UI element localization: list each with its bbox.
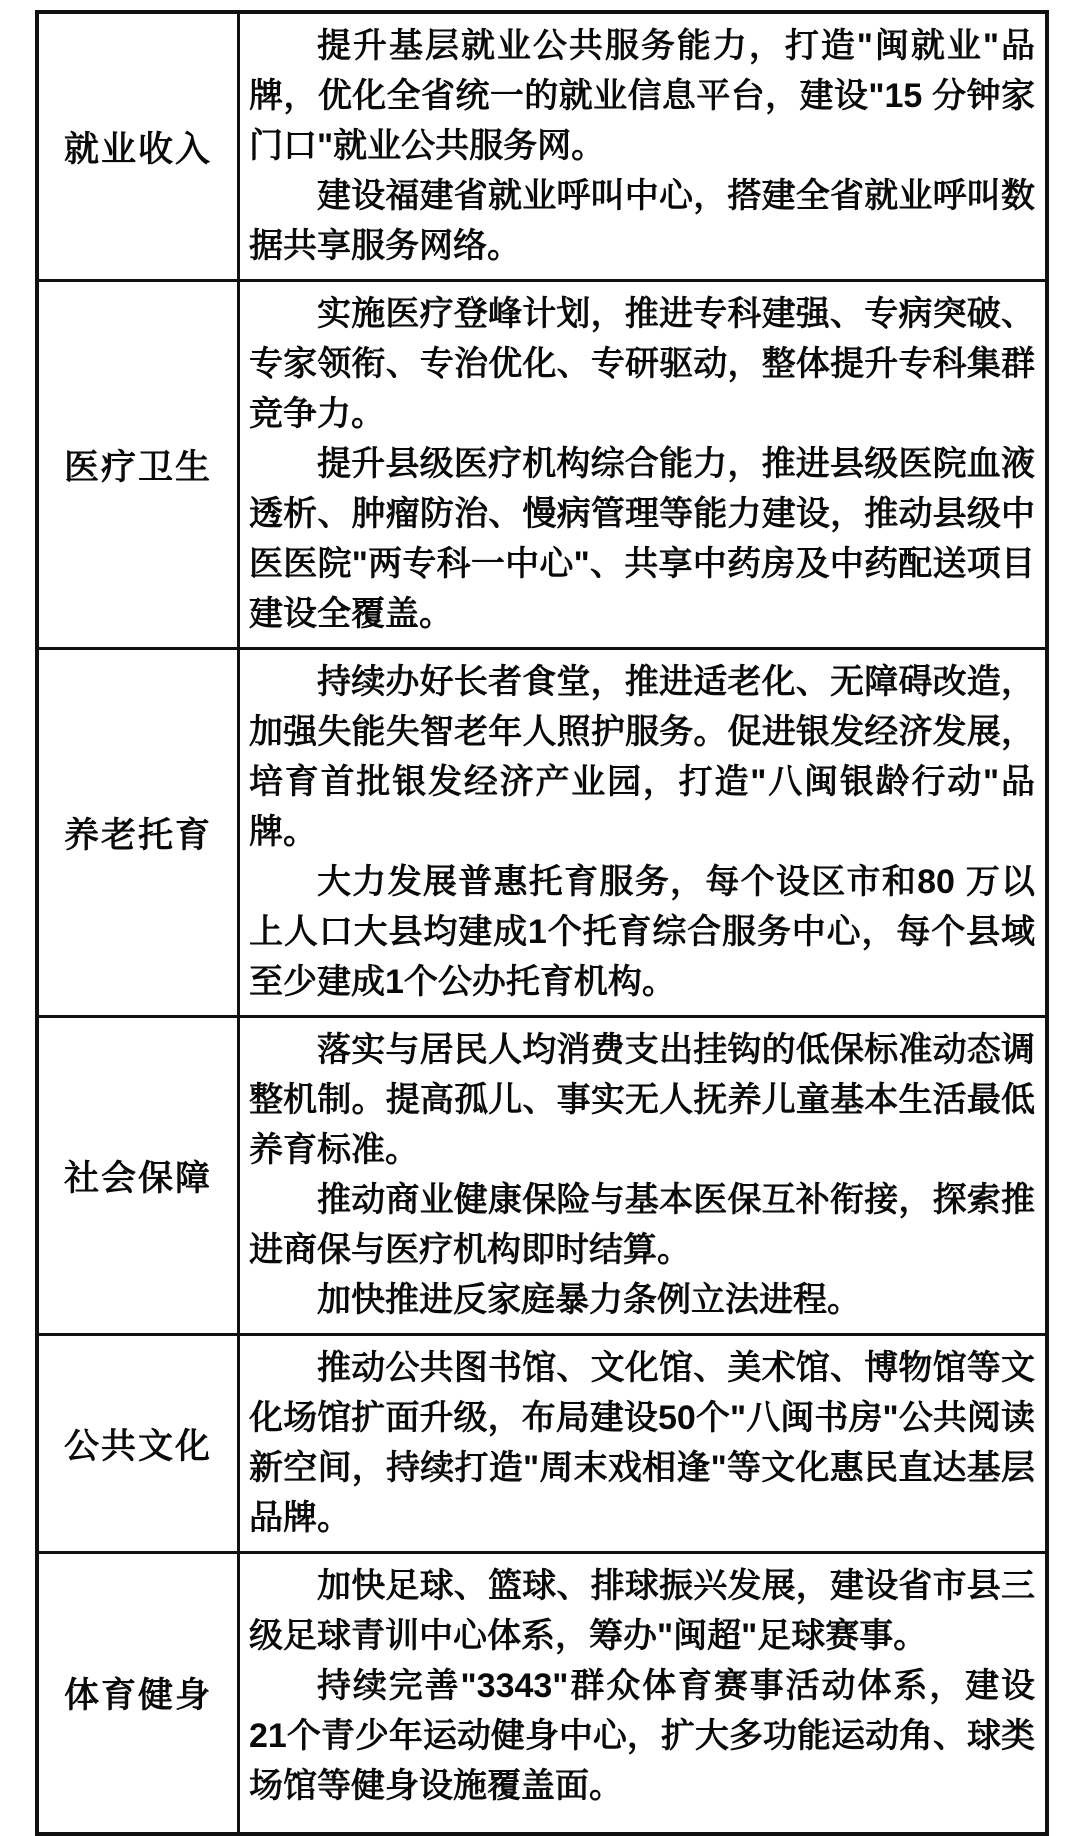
category-cell [39,1336,240,1551]
content-cell [240,1554,1045,1832]
category-label: 就业收入 [63,129,212,169]
category-label: 养老托育 [63,815,212,855]
category-cell [39,282,240,647]
content-paragraph: 加快足球、篮球、排球振兴发展，建设省市县三级足球青训中心体系，筹办"闽超"足球赛事。 [249,1567,1035,1655]
content-cell [240,650,1045,1015]
table-row-elderly-childcare [39,647,1045,1015]
content-paragraph: 实施医疗登峰计划，推进专科建强、专病突破、专家领衔、专治优化、专研驱动，整体提升专科集群竞争力。 [249,295,1035,433]
content-cell [240,1336,1045,1551]
content-cell [240,282,1045,647]
category-cell [39,1018,240,1333]
content-paragraph: 推动商业健康保险与基本医保互补衔接，探索推进商保与医疗机构即时结算。 [249,1181,1035,1269]
category-label: 公共文化 [63,1426,212,1466]
content-paragraph: 持续办好长者食堂，推进适老化、无障碍改造，加强失能失智老年人照护服务。促进银发经济发展，培育首批银发经济产业园，打造"八闽银龄行动"品牌。 [249,663,1035,851]
table-row-employment-income [39,14,1045,279]
content-paragraph: 大力发展普惠托育服务，每个设区市和80 万以上人口大县均建成1个托育综合服务中心，每个县域至少建成1个公办托育机构。 [249,863,1035,1001]
content-paragraph: 持续完善"3343"群众体育赛事活动体系，建设21个青少年运动健身中心，扩大多功能运动角、球类场馆等健身设施覆盖面。 [249,1667,1035,1805]
category-cell [39,14,240,279]
policy-table [35,10,1049,1836]
content-paragraph: 加快推进反家庭暴力条例立法进程。 [317,1281,861,1319]
content-paragraph: 建设福建省就业呼叫中心，搭建全省就业呼叫数据共享服务网络。 [249,177,1035,265]
content-paragraph: 推动公共图书馆、文化馆、美术馆、博物馆等文化场馆扩面升级，布局建设50个"八闽书房"公共阅读新空间，持续打造"周末戏相逢"等文化惠民直达基层品牌。 [249,1349,1035,1537]
content-paragraph: 提升基层就业公共服务能力，打造"闽就业"品牌，优化全省统一的就业信息平台，建设"15 分钟家门口"就业公共服务网。 [249,27,1035,165]
category-label: 体育健身 [63,1676,212,1715]
content-cell [240,14,1045,279]
table-row-public-culture [39,1333,1045,1551]
category-cell [39,1554,240,1832]
table-row-sports-fitness [39,1551,1045,1832]
table-row-medical-health [39,279,1045,647]
category-label: 社会保障 [63,1158,212,1198]
content-cell [240,1018,1045,1333]
category-label: 医疗卫生 [63,447,212,487]
content-paragraph: 落实与居民人均消费支出挂钩的低保标准动态调整机制。提高孤儿、事实无人抚养儿童基本生活最低养育标准。 [249,1031,1035,1169]
category-cell [39,650,240,1015]
content-paragraph: 提升县级医疗机构综合能力，推进县级医院血液透析、肿瘤防治、慢病管理等能力建设，推动县级中医医院"两专科一中心"、共享中药房及中药配送项目建设全覆盖。 [249,445,1035,633]
table-row-social-security [39,1015,1045,1333]
